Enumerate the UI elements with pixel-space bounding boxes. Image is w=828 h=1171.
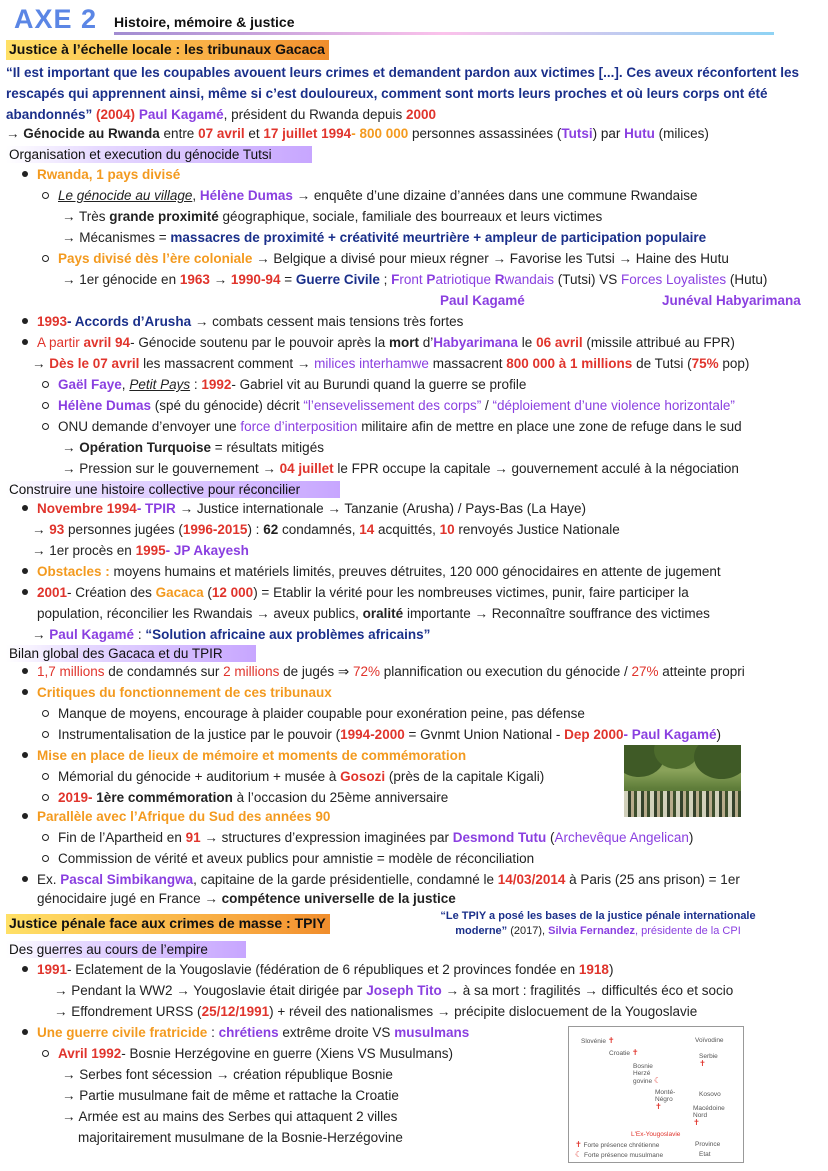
kagame-quote: “Il est important que les coupables avouent leurs crimes et demandent pardon aux victimes [...]. Ces aveux réconfortent les rescapés qui apprennent ainsi, même si c’est douloureux, comment sont morts leurs proches et où leurs corps ont été abandonnés” (2004) Paul Kagamé, président du Rwanda depuis 2000 — [6, 65, 799, 122]
first-trial-line: → 1er procès en 1995- JP Akayesh — [32, 543, 249, 558]
critique-1: Manque de moyens, encourage à plaider coupable pour exonération peine, pas défense — [42, 705, 585, 723]
urss-line: → Effondrement URSS (25/12/1991) + réveil des nationalismes → précipite dislocuement de la Yougoslavie — [54, 1004, 698, 1019]
simbikangwa-line-2: génocidaire jugé en France → compétence universelle de la justice — [37, 891, 456, 906]
critique-2: Instrumentalisation de la justice par le pouvoir (1994-2000 = Gvnmt Union National - Dep 2000- Paul Kagamé) — [42, 726, 721, 744]
pressure-line: → Pression sur le gouvernement → 04 juillet le FPR occupe la capitale → gouvernement acculé à la négociation — [62, 461, 739, 476]
solution-line: → Paul Kagamé : “Solution africaine aux problèmes africains” — [32, 627, 431, 642]
rwanda-divided: Rwanda, 1 pays divisé — [22, 166, 180, 184]
leader-habyarimana: Junéval Habyarimana — [662, 293, 801, 308]
axis-subtitle: Histoire, mémoire & justice — [114, 14, 295, 30]
tpir-line: Novembre 1994- TPIR → Justice internationale → Tanzanie (Arusha) / Pays-Bas (La Haye) — [22, 500, 586, 518]
commission-line: Commission de vérité et aveux publics pour amnistie = modèle de réconciliation — [42, 850, 534, 868]
massacre-line: → Dès le 07 avril les massacrent comment → milices interhamwe massacrent 800 000 à 1 millions de Tutsi (75% pop) — [32, 356, 750, 371]
subsection-bilan: Bilan global des Gacaca et du TPIR — [6, 645, 256, 662]
map-legend-province: Province — [695, 1141, 721, 1148]
civil-war-yugo-line: Une guerre civile fratricide : chrétiens extrême droite VS musulmans — [22, 1024, 469, 1042]
memorial-photo — [624, 745, 741, 817]
map-label-slovenie: Slovénie ✝ — [581, 1036, 615, 1045]
commemoration-line: 2019- 1ère commémoration à l’occasion du 25ème anniversaire — [42, 789, 448, 807]
genocide-summary: → Génocide au Rwanda entre 07 avril et 17 juillet 1994- 800 000 personnes assassinées (Tutsi) par Hutu (milices) — [6, 126, 709, 141]
serbes-line: → Serbes font sécession → création république Bosnie — [62, 1067, 393, 1082]
gacaca-creation-line: 2001- Création des Gacaca (12 000) = Etablir la vérité pour les nombreuses victimes, punir, faire participer la — [22, 584, 689, 602]
judged-line: → 93 personnes jugées (1996-2015) : 62 condamnés, 14 acquittés, 10 renvoyés Justice Nationale — [32, 522, 620, 537]
axis-title: AXE 2 — [14, 4, 98, 34]
map-label-voivodine: Voïvodine — [695, 1037, 724, 1044]
mechanisms-line: → Mécanismes = massacres de proximité + créativité meurtrière + ampleur de participation populaire — [62, 230, 707, 245]
section-title-gacaca: Justice à l’échelle locale : les tribunaux Gacaca — [6, 40, 329, 60]
memory-title: Mise en place de lieux de mémoire et moments de commémoration — [22, 747, 466, 765]
colonial-line: Pays divisé dès l’ère coloniale → Belgique a divisé pour mieux régner → Favorise les Tutsi → Haine des Hutu — [42, 250, 729, 268]
critiques-title: Critiques du fonctionnement de ces tribunaux — [22, 684, 332, 702]
memorial-line: Mémorial du génocide + auditorium + musée à Gosozi (près de la capitale Kigali) — [42, 768, 544, 786]
map-label-montenegro: Monté- Négro ✝ — [655, 1089, 676, 1111]
map-legend-muslim: ☾ Forte présence musulmane — [575, 1150, 664, 1159]
dumas-book: Le génocide au village, Hélène Dumas → enquête d’une dizaine d’années dans une commune Rwandaise — [42, 187, 697, 205]
onu-line: ONU demande d’envoyer une force d’interposition militaire afin de mettre en place une zone de refuge dans le sud — [42, 418, 742, 436]
dumas-line: Hélène Dumas (spé du génocide) décrit “l’ensevelissement des corps” / “déploiement d’une violence horizontale” — [42, 397, 735, 415]
map-label-kosovo: Kosovo — [699, 1091, 721, 1098]
map-label-serbie: Serbie ✝ — [699, 1053, 718, 1068]
subsection-collective-history: Construire une histoire collective pour réconcilier — [6, 481, 340, 498]
obstacles-line: Obstacles : moyens humains et matériels limités, preuves détruites, 120 000 génocidaires en attente de jugement — [22, 563, 721, 581]
leader-kagame: Paul Kagamé — [440, 293, 525, 308]
simbikangwa-line: Ex. Pascal Simbikangwa, capitaine de la garde présidentielle, condamné le 14/03/2014 à Paris (25 ans prison) = 1er — [22, 871, 740, 889]
map-legend-etat: Etat — [699, 1151, 711, 1158]
arusha-line: 1993- Accords d’Arusha → combats cessent mais tensions très fortes — [22, 313, 463, 331]
faye-line: Gaël Faye, Petit Pays : 1992- Gabriel vit au Burundi quand la guerre se profile — [42, 376, 526, 394]
muslim-part-line: → Partie musulmane fait de même et rattache la Croatie — [62, 1088, 399, 1103]
header-underline — [114, 32, 774, 35]
april-94-line: A partir avril 94- Génocide soutenu par le pouvoir après la mort d’Habyarimana le 06 avril (missile attribué au FPR) — [22, 334, 735, 352]
yugoslavia-line: 1991- Eclatement de la Yougoslavie (fédération de 6 républiques et 2 provinces fondée en 1918) — [22, 961, 613, 979]
apartheid-line: Fin de l’Apartheid en 91 → structures d’expression imaginées par Desmond Tutu (Archevêque Angelican) — [42, 829, 693, 847]
map-legend-christian: ✝ Forte présence chrétienne — [575, 1140, 660, 1149]
tpiy-quote: “Le TPIY a posé les bases de la justice pénale internationale moderne” (2017), Silvia Fernandez, présidente de la CPI — [440, 910, 756, 937]
proximity-line: → Très grande proximité géographique, sociale, familiale des bourreaux et leurs victimes — [62, 209, 603, 224]
south-africa-title: Parallèle avec l’Afrique du Sud des années 90 — [22, 808, 330, 826]
section-title-tpiy: Justice pénale face aux crimes de masse : TPIY — [6, 914, 330, 934]
subsection-wars: Des guerres au cours de l’empire — [6, 941, 246, 958]
map-label-macedoine: Macédoine Nord ✝ — [693, 1105, 725, 1127]
yugoslavia-map — [568, 1026, 744, 1163]
header — [14, 4, 814, 34]
turquoise-line: → Opération Turquoise = résultats mitigés — [62, 440, 324, 455]
civil-war-line: → 1er génocide en 1963 → 1990-94 = Guerre Civile ; Front Patriotique Rwandais (Tutsi) VS Forces Loyalistes (Hutu) — [62, 272, 768, 287]
army-line: → Armée est au mains des Serbes qui attaquent 2 villes — [62, 1109, 398, 1124]
ww2-line: → Pendant la WW2 → Yougoslavie était dirigée par Joseph Tito → à sa mort : fragilités → difficultés éco et socio — [54, 983, 734, 998]
map-label-bosnie: Bosnie Herzé govine ☾ — [633, 1063, 662, 1085]
subsection-organisation: Organisation et execution du génocide Tutsi — [6, 146, 312, 163]
army-line-2: majoritairement musulmane de la Bosnie-Herzégovine — [78, 1130, 403, 1145]
bilan-line: 1,7 millions de condamnés sur 2 millions de jugés ⇒ 72% plannification ou execution du génocide / 27% atteinte propri — [22, 663, 745, 681]
map-label-croatie: Croatie ✝ — [609, 1048, 639, 1057]
gacaca-creation-line-2: population, réconcilier les Rwandais → aveux publics, oralité importante → Reconnaître souffrance des victimes — [37, 606, 710, 621]
map-caption: L'Ex-Yougoslavie — [631, 1131, 681, 1138]
april-1992-line: Avril 1992- Bosnie Herzégovine en guerre (Xiens VS Musulmans) — [42, 1045, 453, 1063]
